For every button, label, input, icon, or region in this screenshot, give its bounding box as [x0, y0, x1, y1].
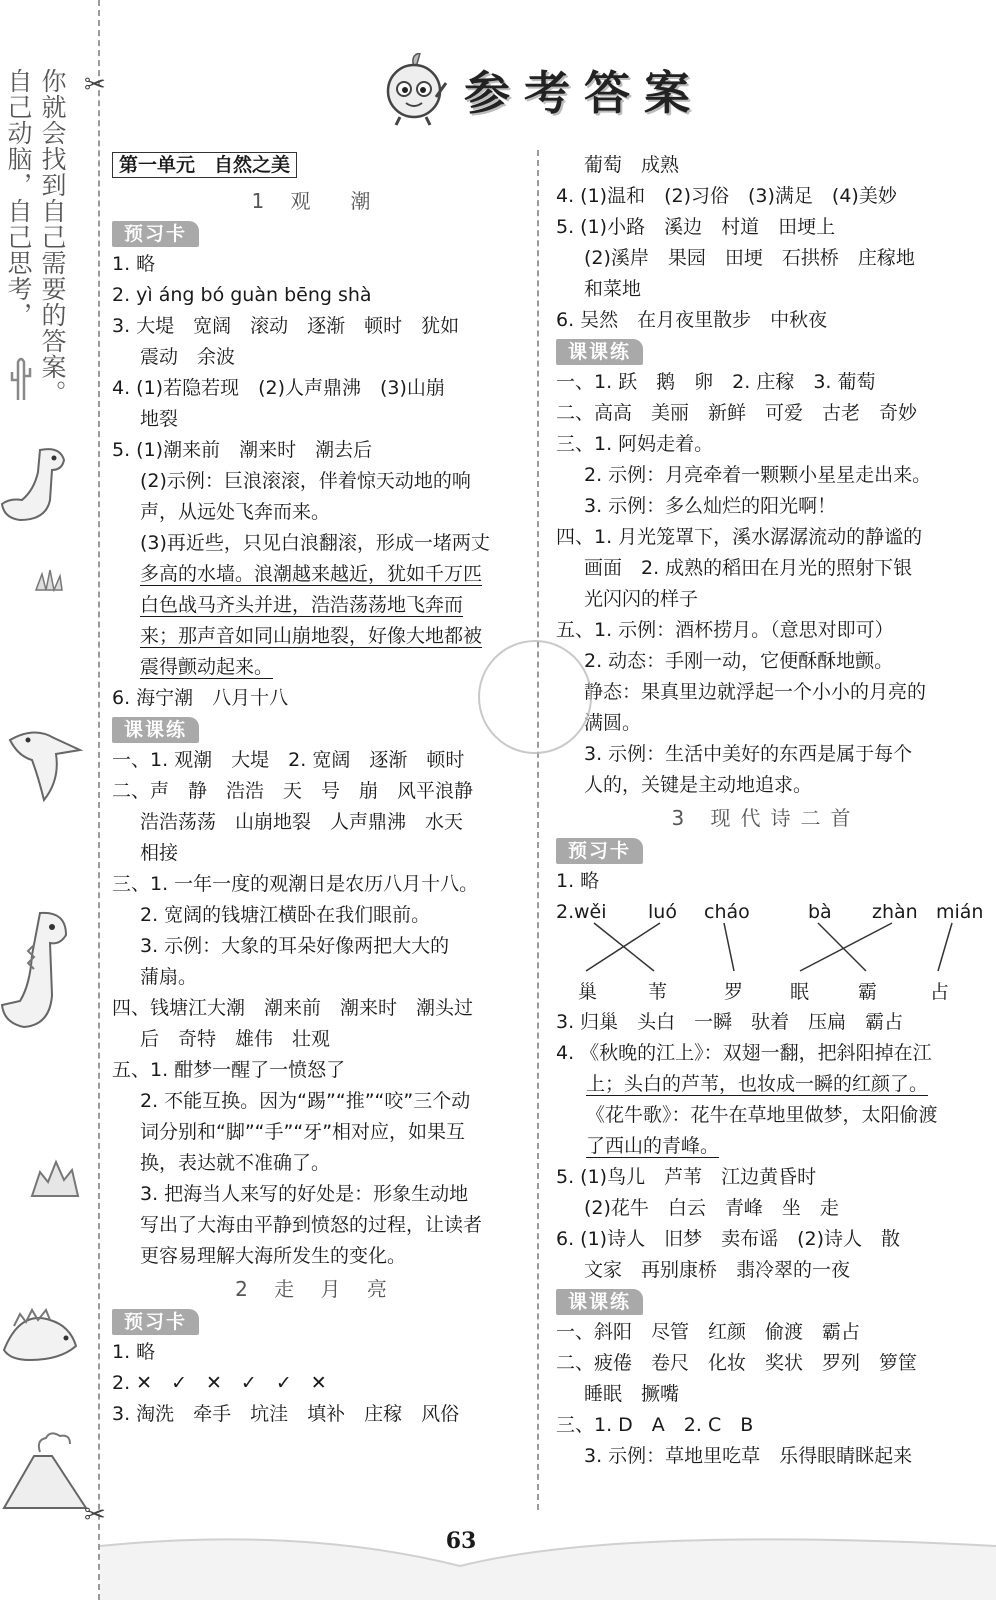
- margin-slogan-2: 自己动脑，自己思考，: [4, 68, 33, 328]
- answer-line: 声，从远处飞奔而来。: [140, 501, 331, 523]
- answer-line: 光闪闪的样子: [584, 588, 699, 610]
- answer-line: 3. 示例：多么灿烂的阳光啊！: [584, 495, 837, 517]
- pinyin-matching: [556, 897, 984, 1007]
- lesson-title: 2 走 月 亮: [235, 1277, 397, 1301]
- answer-line: [112, 652, 520, 683]
- answer-line: 四、1. 月光笼罩下，溪水潺潺流动的静谧的: [556, 526, 923, 548]
- answer-line: 5. (1)小路 溪边 村道 田埂上: [556, 216, 836, 238]
- section-tag: 预习卡: [112, 221, 199, 247]
- answer-line: 2. 宽阔的钱塘江横卧在我们眼前。: [140, 904, 431, 926]
- answer-line: 词分别和“脚”“手”“牙”相对应，如果互: [140, 1121, 466, 1143]
- cut-line: [98, 0, 100, 1600]
- lesson-title: 3 现代诗二首: [671, 806, 861, 830]
- answer-line: 葡萄 成熟: [584, 154, 680, 176]
- answer-line: [556, 1069, 976, 1100]
- margin-strip: [0, 0, 100, 1600]
- answer-line: 一、1. 跃 鹅 卵 2. 庄稼 3. 葡萄: [556, 371, 876, 393]
- answer-column-right: [556, 150, 984, 1472]
- answer-line: 4. (1)温和 (2)习俗 (3)满足 (4)美妙: [556, 185, 897, 207]
- unit-heading: 第一单元 自然之美: [112, 152, 297, 178]
- answer-line: 五、1. 示例：酒杯捞月。（意思对即可）: [556, 619, 894, 641]
- pinyin-item: wěi: [574, 901, 607, 923]
- hanzi-item: 巢: [578, 981, 598, 1003]
- section-tag: 预习卡: [112, 1309, 199, 1335]
- scissors-icon: ✂: [84, 1500, 106, 1530]
- underlined-text: 多高的水墙。浪潮越来越近，犹如千万匹: [140, 563, 483, 585]
- answer-line: 3. 归巢 头白 一瞬 驮着 压扁 霸占: [556, 1011, 904, 1033]
- answer-line: 写出了大海由平静到愤怒的过程，让读者: [140, 1214, 483, 1236]
- answer-line: 二、疲倦 卷尺 化妆 奖状 罗列 箩筐: [556, 1352, 918, 1374]
- answer-line: 三、1. D A 2. C B: [556, 1414, 754, 1436]
- answer-line: [556, 1131, 976, 1162]
- margin-slogan-1: 你就会找到自己需要的答案。: [38, 68, 67, 406]
- answer-line: 3. 把海当人来写的好处是：形象生动地: [140, 1183, 469, 1205]
- section-tag: 预习卡: [556, 838, 643, 864]
- page-title: 参考答案: [464, 66, 704, 120]
- page-header: [380, 50, 704, 130]
- question-number: 2.: [556, 901, 575, 923]
- answer-line: [112, 559, 520, 590]
- hanzi-item: 霸: [858, 981, 878, 1003]
- answer-line: 4. 《秋晚的江上》：双翅一翻，把斜阳掉在江: [556, 1042, 932, 1064]
- answer-line: 地裂: [140, 408, 179, 430]
- hanzi-item: 苇: [648, 981, 668, 1003]
- underlined-text: 上；头白的芦苇，也妆成一瞬的红颜了。: [586, 1073, 929, 1095]
- cactus-icon: [6, 352, 36, 402]
- column-divider: [537, 150, 539, 1510]
- answer-line: 四、钱塘江大潮 潮来前 潮来时 潮头过: [112, 997, 474, 1019]
- pinyin-item: mián: [936, 901, 984, 923]
- answer-line: 1. 略: [112, 1341, 156, 1363]
- answer-line: [112, 590, 520, 621]
- answer-line: (2)溪岸 果园 田埂 石拱桥 庄稼地: [584, 247, 915, 269]
- answer-line: 浩浩荡荡 山崩地裂 人声鼎沸 水天: [140, 811, 464, 833]
- answer-line: 5. (1)鸟儿 芦苇 江边黄昏时: [556, 1166, 817, 1188]
- answer-line: 2. 示例：月亮牵着一颗颗小星星走出来。: [584, 464, 932, 486]
- answer-line: 一、斜阳 尽管 红颜 偷渡 霸占: [556, 1321, 861, 1343]
- answer-line: 一、1. 观潮 大堤 2. 宽阔 逐渐 顿时: [112, 749, 465, 771]
- underlined-text: 了西山的青峰。: [586, 1135, 720, 1157]
- answer-line: (3)再近些，只见白浪翻滚，形成一堵两丈: [140, 532, 490, 554]
- section-tag: 课课练: [112, 717, 199, 743]
- answer-line: 3. 示例：草地里吃草 乐得眼睛眯起来: [584, 1445, 913, 1467]
- answer-line: (2)示例：巨浪滚滚，伴着惊天动地的响: [140, 470, 471, 492]
- pinyin-item: luó: [648, 901, 677, 923]
- answer-line: 文家 再别康桥 翡冷翠的一夜: [584, 1259, 851, 1281]
- answer-line: 2. 动态：手刚一动，它便酥酥地颤。: [584, 650, 894, 672]
- answer-line: 人的，关键是主动地追求。: [584, 774, 813, 796]
- hanzi-item: 罗: [724, 981, 744, 1003]
- apple-mascot-icon: [380, 53, 450, 127]
- underlined-text: 白色战马齐头并进，浩浩荡荡地飞奔而: [140, 594, 464, 616]
- answer-line: 后 奇特 雄伟 壮观: [140, 1028, 331, 1050]
- rock-icon: [30, 1158, 80, 1198]
- pinyin-item: zhàn: [872, 901, 918, 923]
- page-number: 63: [445, 1528, 477, 1554]
- answer-line: 二、声 静 浩浩 天 号 崩 风平浪静: [112, 780, 474, 802]
- answer-line: 三、1. 阿妈走着。: [556, 433, 714, 455]
- answer-line: 6. (1)诗人 旧梦 卖布谣 (2)诗人 散: [556, 1228, 900, 1250]
- pinyin-item: cháo: [704, 901, 750, 923]
- answer-line: 蒲扇。: [140, 966, 198, 988]
- footer-decoration: [0, 1506, 996, 1600]
- answer-line: 3. 大堤 宽阔 滚动 逐渐 顿时 犹如: [112, 315, 460, 337]
- section-tag: 课课练: [556, 1289, 643, 1315]
- answer-line: 睡眠 撅嘴: [584, 1383, 680, 1405]
- stegosaurus-icon: [0, 1290, 80, 1370]
- hanzi-item: 占: [930, 981, 950, 1003]
- answer-line: 2. 不能互换。因为“踢”“推”“咬”三个动: [140, 1090, 471, 1112]
- hanzi-item: 眠: [790, 981, 810, 1003]
- answer-line: 1. 略: [556, 870, 600, 892]
- answer-line: 相接: [140, 842, 179, 864]
- grass-icon: [34, 568, 64, 592]
- answer-line: 6. 海宁潮 八月十八: [112, 687, 289, 709]
- answer-line: 画面 2. 成熟的稻田在月光的照射下银: [584, 557, 913, 579]
- pterosaur-icon: [4, 720, 84, 810]
- answer-line: 满圆。: [584, 712, 642, 734]
- answer-line: (2)花牛 白云 青峰 坐 走: [584, 1197, 839, 1219]
- answer-line: 更容易理解大海所发生的变化。: [140, 1245, 407, 1267]
- answer-line: 五、1. 酣梦一醒了一愤怒了: [112, 1059, 346, 1081]
- underlined-text: 来；那声音如同山崩地裂，好像大地都被: [140, 625, 483, 647]
- underlined-text: 震得颤动起来。: [140, 656, 274, 678]
- matching-lines: [556, 897, 976, 1007]
- answer-line: 5. (1)潮来前 潮来时 潮去后: [112, 439, 373, 461]
- answer-line: 二、高高 美丽 新鲜 可爱 古老 奇妙: [556, 402, 918, 424]
- answer-line: 静态：果真里边就浮起一个小小的月亮的: [584, 681, 927, 703]
- answer-line: 《花牛歌》：花牛在草地里做梦，太阳偷渡: [586, 1104, 938, 1126]
- answer-column-left: [112, 150, 520, 1430]
- answer-line: 2. ✕ ✓ ✕ ✓ ✓ ✕: [112, 1372, 327, 1394]
- dinosaur-icon: [0, 905, 80, 1035]
- volcano-icon: [0, 1430, 90, 1510]
- answer-line: 3. 示例：生活中美好的东西是属于每个: [584, 743, 913, 765]
- dinosaur-icon: [0, 440, 80, 530]
- answer-line: 换，表达就不准确了。: [140, 1152, 331, 1174]
- answer-line: 1. 略: [112, 253, 156, 275]
- answer-line: 和菜地: [584, 278, 642, 300]
- answer-line: 三、1. 一年一度的观潮日是农历八月十八。: [112, 873, 479, 895]
- answer-line: 6. 吴然 在月夜里散步 中秋夜: [556, 309, 828, 331]
- answer-line: 2. yì áng bó guàn bēng shà: [112, 284, 372, 306]
- answer-line: 4. (1)若隐若现 (2)人声鼎沸 (3)山崩: [112, 377, 445, 399]
- section-tag: 课课练: [556, 339, 643, 365]
- answer-line: 3. 淘洗 牵手 坑洼 填补 庄稼 风俗: [112, 1403, 460, 1425]
- answer-line: 3. 示例：大象的耳朵好像两把大大的: [140, 935, 450, 957]
- answer-line: 震动 余波: [140, 346, 236, 368]
- answer-line: [112, 621, 520, 652]
- pinyin-item: bà: [808, 901, 832, 923]
- lesson-title: 1 观 潮: [251, 189, 381, 213]
- scissors-icon: ✂: [84, 70, 106, 100]
